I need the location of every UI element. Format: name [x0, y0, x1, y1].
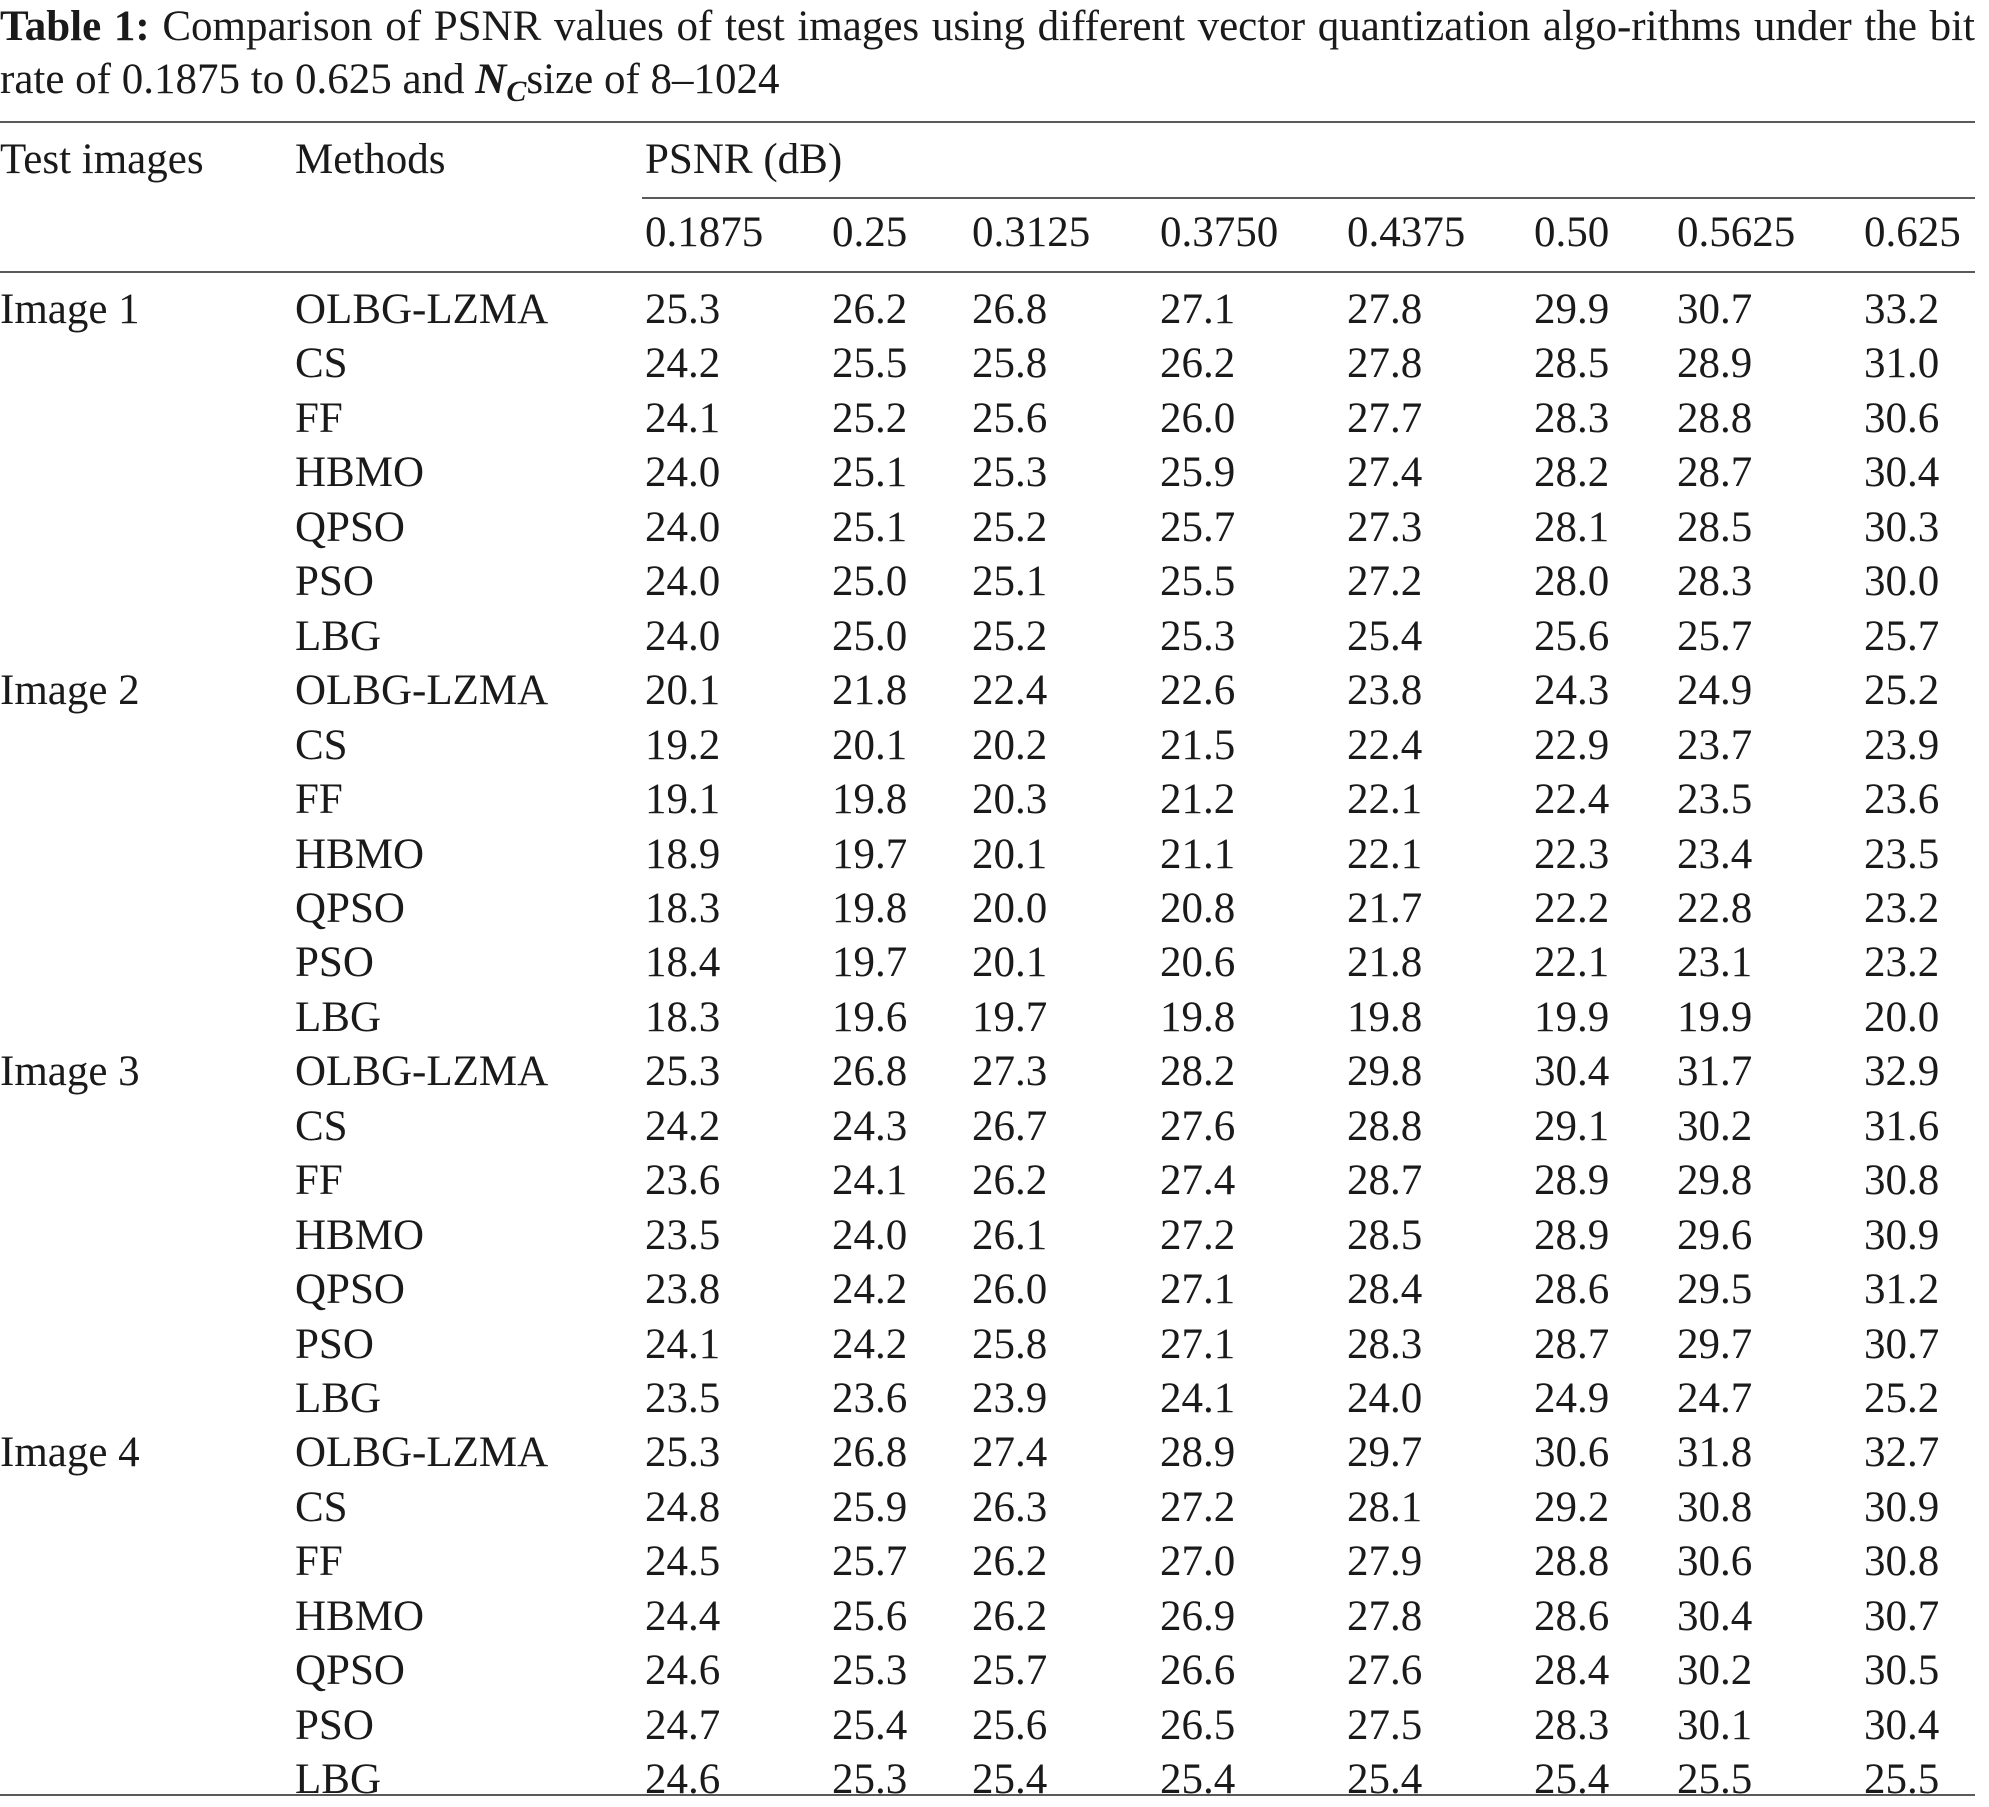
psnr-value-cell: 25.9 — [1160, 449, 1236, 497]
psnr-value-cell: 20.1 — [972, 830, 1048, 878]
psnr-value-cell: 32.9 — [1864, 1048, 1940, 1096]
psnr-value-cell: 23.6 — [832, 1375, 908, 1422]
psnr-value-cell: 22.4 — [972, 667, 1048, 715]
psnr-value-cell: 27.6 — [1160, 1102, 1236, 1150]
psnr-value-cell: 28.5 — [1534, 340, 1610, 388]
table-top-rule — [0, 121, 1975, 123]
caption-nc-symbol — [475, 56, 527, 108]
psnr-value-cell: 28.1 — [1347, 1483, 1423, 1531]
psnr-value-cell: 30.7 — [1677, 286, 1753, 333]
psnr-value-cell: 28.7 — [1347, 1157, 1423, 1205]
psnr-value-cell: 28.9 — [1160, 1429, 1236, 1477]
psnr-value-cell: 25.7 — [832, 1538, 908, 1586]
psnr-value-cell: 25.2 — [1864, 1375, 1940, 1422]
psnr-value-cell: 25.5 — [832, 340, 908, 388]
psnr-value-cell: 25.3 — [972, 449, 1048, 497]
method-label: OLBG-LZMA — [295, 667, 549, 715]
psnr-value-cell: 18.9 — [645, 830, 721, 878]
psnr-value-cell: 19.2 — [645, 721, 721, 769]
psnr-value-cell: 24.0 — [645, 558, 721, 606]
test-image-label: Image 1 — [0, 286, 140, 333]
psnr-value-cell: 30.8 — [1677, 1483, 1753, 1531]
psnr-value-cell: 27.0 — [1160, 1538, 1236, 1586]
psnr-value-cell: 27.2 — [1160, 1483, 1236, 1531]
psnr-value-cell: 21.2 — [1160, 776, 1236, 824]
psnr-value-cell: 28.9 — [1534, 1211, 1610, 1259]
psnr-value-cell: 23.5 — [1677, 776, 1753, 824]
psnr-value-cell: 19.6 — [832, 993, 908, 1041]
psnr-value-cell: 27.2 — [1160, 1211, 1236, 1259]
psnr-value-cell: 20.2 — [972, 721, 1048, 769]
method-label: OLBG-LZMA — [295, 1048, 549, 1096]
psnr-value-cell: 29.8 — [1347, 1048, 1423, 1096]
psnr-value-cell: 24.3 — [832, 1102, 908, 1150]
psnr-value-cell: 28.5 — [1677, 503, 1753, 551]
psnr-value-cell: 25.4 — [1534, 1756, 1610, 1804]
psnr-value-cell: 28.1 — [1534, 503, 1610, 551]
psnr-value-cell: 25.3 — [1160, 612, 1236, 660]
psnr-value-cell: 25.3 — [645, 1048, 721, 1096]
test-image-label: Image 4 — [0, 1429, 140, 1477]
method-label: OLBG-LZMA — [295, 286, 549, 333]
psnr-value-cell: 25.1 — [832, 449, 908, 497]
method-label: CS — [295, 340, 348, 388]
psnr-value-cell: 24.0 — [645, 449, 721, 497]
psnr-value-cell: 25.3 — [832, 1756, 908, 1804]
psnr-value-cell: 23.9 — [1864, 721, 1940, 769]
psnr-value-cell: 27.2 — [1347, 558, 1423, 606]
psnr-value-cell: 30.3 — [1864, 503, 1940, 551]
method-label: FF — [295, 1157, 343, 1205]
psnr-value-cell: 27.1 — [1160, 1266, 1236, 1314]
psnr-value-cell: 28.6 — [1534, 1592, 1610, 1640]
psnr-value-cell: 22.4 — [1347, 721, 1423, 769]
table-header-rule — [0, 271, 1975, 273]
psnr-value-cell: 26.0 — [1160, 394, 1236, 442]
psnr-header-rule — [642, 197, 1975, 199]
psnr-value-cell: 23.6 — [645, 1157, 721, 1205]
psnr-value-cell: 30.8 — [1864, 1157, 1940, 1205]
psnr-value-cell: 24.0 — [645, 503, 721, 551]
psnr-value-cell: 29.6 — [1677, 1211, 1753, 1259]
psnr-value-cell: 30.5 — [1864, 1647, 1940, 1695]
psnr-value-cell: 26.2 — [1160, 340, 1236, 388]
psnr-value-cell: 19.7 — [832, 830, 908, 878]
header-methods: Methods — [295, 136, 446, 183]
psnr-value-cell: 18.4 — [645, 939, 721, 987]
psnr-value-cell: 30.7 — [1864, 1592, 1940, 1640]
psnr-value-cell: 25.3 — [832, 1647, 908, 1695]
header-bit-rate-4: 0.4375 — [1347, 209, 1466, 256]
psnr-value-cell: 27.5 — [1347, 1701, 1423, 1749]
psnr-value-cell: 25.2 — [832, 394, 908, 442]
psnr-value-cell: 26.2 — [832, 286, 908, 333]
psnr-value-cell: 24.2 — [645, 1102, 721, 1150]
psnr-value-cell: 25.7 — [1160, 503, 1236, 551]
psnr-value-cell: 25.7 — [972, 1647, 1048, 1695]
test-image-label: Image 3 — [0, 1048, 140, 1096]
psnr-value-cell: 30.4 — [1534, 1048, 1610, 1096]
method-label: PSO — [295, 1701, 374, 1749]
psnr-value-cell: 29.5 — [1677, 1266, 1753, 1314]
psnr-value-cell: 31.7 — [1677, 1048, 1753, 1096]
caption-nc-subscript: C — [506, 75, 527, 108]
psnr-value-cell: 27.3 — [1347, 503, 1423, 551]
psnr-value-cell: 25.6 — [972, 394, 1048, 442]
psnr-value-cell: 26.6 — [1160, 1647, 1236, 1695]
psnr-value-cell: 23.2 — [1864, 884, 1940, 932]
psnr-value-cell: 32.7 — [1864, 1429, 1940, 1477]
psnr-value-cell: 28.7 — [1534, 1320, 1610, 1368]
psnr-value-cell: 19.8 — [832, 776, 908, 824]
psnr-value-cell: 30.9 — [1864, 1211, 1940, 1259]
psnr-value-cell: 25.0 — [832, 558, 908, 606]
psnr-value-cell: 18.3 — [645, 993, 721, 1041]
psnr-value-cell: 25.6 — [832, 1592, 908, 1640]
psnr-value-cell: 28.8 — [1347, 1102, 1423, 1150]
psnr-value-cell: 22.9 — [1534, 721, 1610, 769]
method-label: LBG — [295, 612, 381, 660]
psnr-value-cell: 26.1 — [972, 1211, 1048, 1259]
psnr-value-cell: 18.3 — [645, 884, 721, 932]
method-label: LBG — [295, 1375, 381, 1422]
psnr-value-cell: 24.9 — [1677, 667, 1753, 715]
psnr-value-cell: 25.4 — [1160, 1756, 1236, 1804]
psnr-value-cell: 22.6 — [1160, 667, 1236, 715]
psnr-value-cell: 24.7 — [1677, 1375, 1753, 1422]
psnr-value-cell: 23.5 — [645, 1211, 721, 1259]
method-label: FF — [295, 776, 343, 824]
psnr-value-cell: 22.1 — [1534, 939, 1610, 987]
method-label: HBMO — [295, 1211, 425, 1259]
psnr-value-cell: 27.1 — [1160, 1320, 1236, 1368]
psnr-value-cell: 26.8 — [832, 1429, 908, 1477]
psnr-value-cell: 25.2 — [972, 503, 1048, 551]
psnr-value-cell: 24.6 — [645, 1647, 721, 1695]
psnr-value-cell: 21.1 — [1160, 830, 1236, 878]
psnr-value-cell: 25.0 — [832, 612, 908, 660]
psnr-value-cell: 25.6 — [972, 1701, 1048, 1749]
psnr-value-cell: 21.7 — [1347, 884, 1423, 932]
method-label: QPSO — [295, 1647, 405, 1695]
psnr-value-cell: 23.1 — [1677, 939, 1753, 987]
psnr-value-cell: 30.6 — [1864, 394, 1940, 442]
psnr-value-cell: 30.2 — [1677, 1102, 1753, 1150]
psnr-value-cell: 25.2 — [972, 612, 1048, 660]
psnr-value-cell: 28.2 — [1160, 1048, 1236, 1096]
psnr-value-cell: 27.3 — [972, 1048, 1048, 1096]
psnr-value-cell: 24.9 — [1534, 1375, 1610, 1422]
psnr-value-cell: 20.0 — [1864, 993, 1940, 1041]
psnr-value-cell: 25.6 — [1534, 612, 1610, 660]
psnr-value-cell: 28.8 — [1534, 1538, 1610, 1586]
method-label: HBMO — [295, 830, 425, 878]
psnr-value-cell: 19.9 — [1677, 993, 1753, 1041]
psnr-value-cell: 21.8 — [832, 667, 908, 715]
psnr-value-cell: 25.5 — [1677, 1756, 1753, 1804]
psnr-value-cell: 27.8 — [1347, 340, 1423, 388]
psnr-value-cell: 24.3 — [1534, 667, 1610, 715]
psnr-value-cell: 27.1 — [1160, 286, 1236, 333]
psnr-value-cell: 19.1 — [645, 776, 721, 824]
psnr-value-cell: 24.6 — [645, 1756, 721, 1804]
method-label: OLBG-LZMA — [295, 1429, 549, 1477]
psnr-value-cell: 27.4 — [1160, 1157, 1236, 1205]
psnr-value-cell: 24.4 — [645, 1592, 721, 1640]
psnr-value-cell: 28.0 — [1534, 558, 1610, 606]
psnr-value-cell: 25.9 — [832, 1483, 908, 1531]
psnr-value-cell: 22.1 — [1347, 776, 1423, 824]
psnr-value-cell: 24.7 — [645, 1701, 721, 1749]
psnr-value-cell: 23.7 — [1677, 721, 1753, 769]
psnr-value-cell: 26.7 — [972, 1102, 1048, 1150]
psnr-value-cell: 30.7 — [1864, 1320, 1940, 1368]
psnr-value-cell: 28.5 — [1347, 1211, 1423, 1259]
psnr-value-cell: 22.3 — [1534, 830, 1610, 878]
method-label: HBMO — [295, 1592, 425, 1640]
psnr-value-cell: 26.8 — [972, 286, 1048, 333]
psnr-value-cell: 22.1 — [1347, 830, 1423, 878]
psnr-value-cell: 25.1 — [972, 558, 1048, 606]
method-label: PSO — [295, 558, 374, 606]
psnr-value-cell: 25.7 — [1677, 612, 1753, 660]
psnr-value-cell: 19.7 — [972, 993, 1048, 1041]
psnr-value-cell: 20.1 — [972, 939, 1048, 987]
psnr-value-cell: 20.1 — [645, 667, 721, 715]
header-psnr: PSNR (dB) — [645, 136, 843, 183]
psnr-value-cell: 26.3 — [972, 1483, 1048, 1531]
psnr-value-cell: 19.8 — [832, 884, 908, 932]
psnr-value-cell: 23.8 — [645, 1266, 721, 1314]
method-label: LBG — [295, 1756, 381, 1804]
psnr-value-cell: 23.5 — [1864, 830, 1940, 878]
psnr-value-cell: 27.4 — [1347, 449, 1423, 497]
psnr-value-cell: 28.4 — [1534, 1647, 1610, 1695]
caption-label: Table 1: — [0, 3, 150, 50]
psnr-value-cell: 20.6 — [1160, 939, 1236, 987]
psnr-value-cell: 23.8 — [1347, 667, 1423, 715]
psnr-value-cell: 28.3 — [1347, 1320, 1423, 1368]
method-label: HBMO — [295, 449, 425, 497]
psnr-value-cell: 24.8 — [645, 1483, 721, 1531]
psnr-value-cell: 19.8 — [1347, 993, 1423, 1041]
psnr-value-cell: 27.4 — [972, 1429, 1048, 1477]
header-test-images: Test images — [0, 136, 204, 183]
header-bit-rate-5: 0.50 — [1534, 209, 1610, 256]
psnr-value-cell: 30.1 — [1677, 1701, 1753, 1749]
method-label: PSO — [295, 939, 374, 987]
psnr-value-cell: 31.8 — [1677, 1429, 1753, 1477]
psnr-value-cell: 20.0 — [972, 884, 1048, 932]
psnr-value-cell: 23.6 — [1864, 776, 1940, 824]
psnr-value-cell: 23.2 — [1864, 939, 1940, 987]
psnr-value-cell: 27.9 — [1347, 1538, 1423, 1586]
psnr-value-cell: 26.8 — [832, 1048, 908, 1096]
method-label: FF — [295, 394, 343, 442]
psnr-value-cell: 31.6 — [1864, 1102, 1940, 1150]
psnr-value-cell: 21.8 — [1347, 939, 1423, 987]
psnr-value-cell: 26.0 — [972, 1266, 1048, 1314]
psnr-value-cell: 20.1 — [832, 721, 908, 769]
psnr-value-cell: 24.2 — [832, 1320, 908, 1368]
psnr-value-cell: 25.4 — [1347, 1756, 1423, 1804]
psnr-value-cell: 24.2 — [832, 1266, 908, 1314]
caption-text-before: Comparison of PSNR values of test images using different vector quantization algo-rithms under the bit rate of 0.1875 to 0.625 and — [0, 3, 1975, 103]
psnr-value-cell: 25.5 — [1160, 558, 1236, 606]
psnr-value-cell: 29.1 — [1534, 1102, 1610, 1150]
psnr-value-cell: 28.8 — [1677, 394, 1753, 442]
psnr-value-cell: 24.0 — [832, 1211, 908, 1259]
psnr-value-cell: 24.1 — [832, 1157, 908, 1205]
psnr-value-cell: 25.3 — [645, 1429, 721, 1477]
psnr-value-cell: 29.7 — [1677, 1320, 1753, 1368]
psnr-value-cell: 20.3 — [972, 776, 1048, 824]
psnr-value-cell: 26.5 — [1160, 1701, 1236, 1749]
psnr-value-cell: 29.8 — [1677, 1157, 1753, 1205]
psnr-value-cell: 28.3 — [1677, 558, 1753, 606]
method-label: QPSO — [295, 884, 405, 932]
psnr-value-cell: 29.7 — [1347, 1429, 1423, 1477]
psnr-value-cell: 24.2 — [645, 340, 721, 388]
psnr-value-cell: 25.1 — [832, 503, 908, 551]
psnr-value-cell: 26.2 — [972, 1157, 1048, 1205]
psnr-value-cell: 26.9 — [1160, 1592, 1236, 1640]
psnr-value-cell: 30.4 — [1864, 1701, 1940, 1749]
psnr-value-cell: 28.3 — [1534, 1701, 1610, 1749]
psnr-value-cell: 30.2 — [1677, 1647, 1753, 1695]
test-image-label: Image 2 — [0, 667, 140, 715]
psnr-value-cell: 29.9 — [1534, 286, 1610, 333]
psnr-value-cell: 30.4 — [1677, 1592, 1753, 1640]
psnr-value-cell: 29.2 — [1534, 1483, 1610, 1531]
method-label: CS — [295, 1102, 348, 1150]
psnr-value-cell: 30.0 — [1864, 558, 1940, 606]
header-bit-rate-3: 0.3750 — [1160, 209, 1279, 256]
psnr-value-cell: 19.8 — [1160, 993, 1236, 1041]
psnr-value-cell: 26.2 — [972, 1538, 1048, 1586]
psnr-value-cell: 20.8 — [1160, 884, 1236, 932]
psnr-value-cell: 22.4 — [1534, 776, 1610, 824]
psnr-value-cell: 27.8 — [1347, 286, 1423, 333]
method-label: QPSO — [295, 503, 405, 551]
psnr-value-cell: 19.9 — [1534, 993, 1610, 1041]
method-label: CS — [295, 721, 348, 769]
psnr-value-cell: 24.0 — [645, 612, 721, 660]
table-caption — [0, 0, 1975, 106]
psnr-value-cell: 19.7 — [832, 939, 908, 987]
method-label: PSO — [295, 1320, 374, 1368]
method-label: LBG — [295, 993, 381, 1041]
psnr-value-cell: 28.3 — [1534, 394, 1610, 442]
header-bit-rate-7: 0.625 — [1864, 209, 1961, 256]
psnr-value-cell: 27.8 — [1347, 1592, 1423, 1640]
psnr-value-cell: 28.4 — [1347, 1266, 1423, 1314]
psnr-value-cell: 28.9 — [1677, 340, 1753, 388]
psnr-value-cell: 22.8 — [1677, 884, 1753, 932]
psnr-value-cell: 26.2 — [972, 1592, 1048, 1640]
psnr-value-cell: 30.8 — [1864, 1538, 1940, 1586]
psnr-value-cell: 25.7 — [1864, 612, 1940, 660]
psnr-value-cell: 25.8 — [972, 340, 1048, 388]
header-bit-rate-0: 0.1875 — [645, 209, 764, 256]
header-bit-rate-6: 0.5625 — [1677, 209, 1796, 256]
psnr-value-cell: 30.9 — [1864, 1483, 1940, 1531]
psnr-value-cell: 24.1 — [1160, 1375, 1236, 1422]
psnr-value-cell: 28.9 — [1534, 1157, 1610, 1205]
psnr-value-cell: 23.4 — [1677, 830, 1753, 878]
psnr-value-cell: 25.5 — [1864, 1756, 1940, 1804]
psnr-value-cell: 25.4 — [972, 1756, 1048, 1804]
psnr-value-cell: 22.2 — [1534, 884, 1610, 932]
caption-nc-main: N — [475, 56, 507, 103]
psnr-value-cell: 24.1 — [645, 394, 721, 442]
psnr-value-cell: 33.2 — [1864, 286, 1940, 333]
psnr-value-cell: 21.5 — [1160, 721, 1236, 769]
method-label: FF — [295, 1538, 343, 1586]
psnr-value-cell: 23.9 — [972, 1375, 1048, 1422]
psnr-value-cell: 24.5 — [645, 1538, 721, 1586]
psnr-value-cell: 25.3 — [645, 286, 721, 333]
header-bit-rate-2: 0.3125 — [972, 209, 1091, 256]
psnr-value-cell: 31.0 — [1864, 340, 1940, 388]
method-label: QPSO — [295, 1266, 405, 1314]
caption-text-after: size of 8–1024 — [526, 56, 780, 103]
psnr-value-cell: 28.6 — [1534, 1266, 1610, 1314]
psnr-value-cell: 30.4 — [1864, 449, 1940, 497]
psnr-value-cell: 24.0 — [1347, 1375, 1423, 1422]
psnr-value-cell: 23.5 — [645, 1375, 721, 1422]
psnr-value-cell: 27.7 — [1347, 394, 1423, 442]
psnr-value-cell: 25.4 — [832, 1701, 908, 1749]
psnr-value-cell: 27.6 — [1347, 1647, 1423, 1695]
psnr-value-cell: 25.8 — [972, 1320, 1048, 1368]
psnr-value-cell: 30.6 — [1534, 1429, 1610, 1477]
psnr-value-cell: 28.7 — [1677, 449, 1753, 497]
psnr-value-cell: 30.6 — [1677, 1538, 1753, 1586]
psnr-value-cell: 25.4 — [1347, 612, 1423, 660]
psnr-value-cell: 25.2 — [1864, 667, 1940, 715]
psnr-value-cell: 28.2 — [1534, 449, 1610, 497]
header-bit-rate-1: 0.25 — [832, 209, 908, 256]
psnr-value-cell: 24.1 — [645, 1320, 721, 1368]
method-label: CS — [295, 1483, 348, 1531]
psnr-value-cell: 31.2 — [1864, 1266, 1940, 1314]
